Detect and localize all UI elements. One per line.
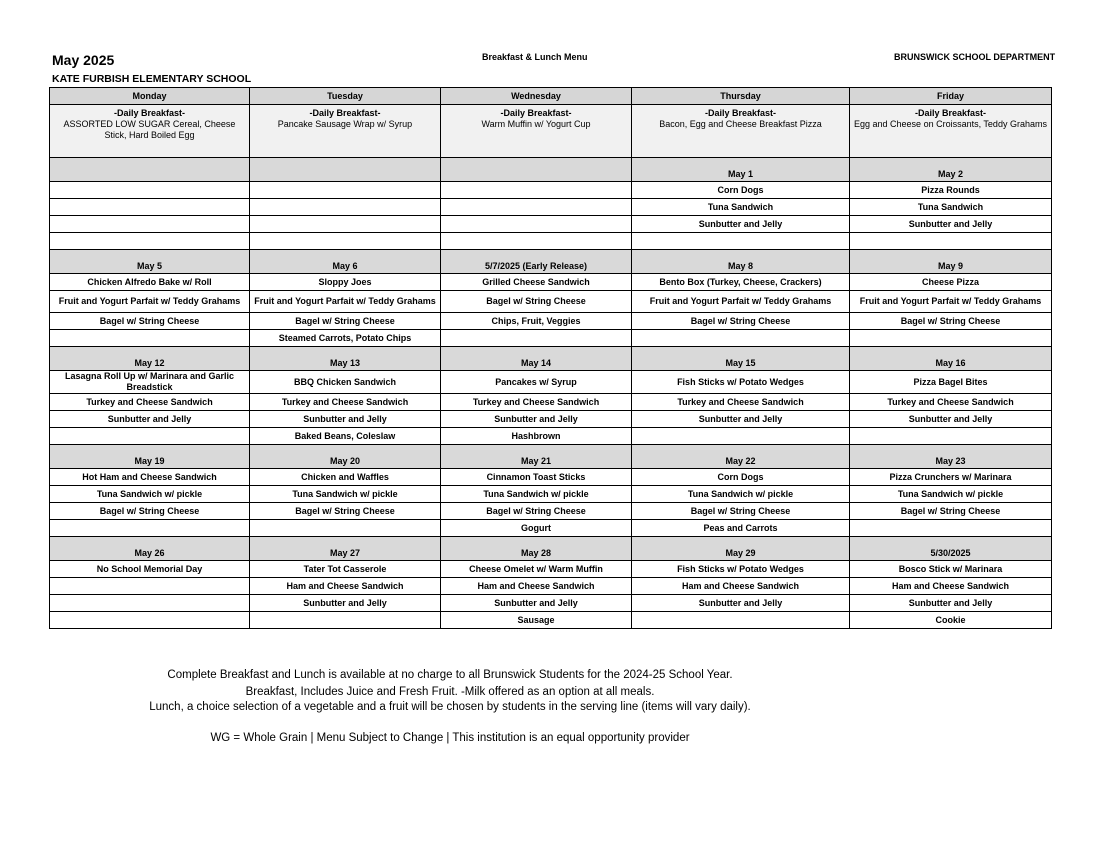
menu-item-cell: Turkey and Cheese Sandwich bbox=[632, 394, 850, 411]
menu-item-cell: Ham and Cheese Sandwich bbox=[441, 578, 632, 595]
breakfast-cell bbox=[632, 105, 850, 158]
daily-breakfast-row bbox=[50, 105, 1052, 158]
date-cell: 5/30/2025 bbox=[850, 537, 1052, 561]
breakfast-item: Warm Muffin w/ Yogurt Cup bbox=[481, 119, 591, 129]
menu-item-cell: Tuna Sandwich bbox=[632, 199, 850, 216]
menu-item-cell bbox=[250, 216, 441, 233]
menu-item-row bbox=[50, 394, 1052, 411]
date-cell: May 9 bbox=[850, 250, 1052, 274]
menu-item-cell: Turkey and Cheese Sandwich bbox=[50, 394, 250, 411]
menu-item-cell: Chicken and Waffles bbox=[250, 469, 441, 486]
menu-item-cell: Cookie bbox=[850, 612, 1052, 629]
menu-item-row bbox=[50, 411, 1052, 428]
menu-item-cell: Bagel w/ String Cheese bbox=[850, 313, 1052, 330]
menu-item-cell: Tuna Sandwich bbox=[850, 199, 1052, 216]
menu-item-cell: Bento Box (Turkey, Cheese, Crackers) bbox=[632, 274, 850, 291]
menu-item-cell: Sunbutter and Jelly bbox=[850, 595, 1052, 612]
menu-item-cell bbox=[50, 330, 250, 347]
menu-item-cell: Sunbutter and Jelly bbox=[632, 411, 850, 428]
menu-table-body bbox=[50, 88, 1052, 629]
menu-item-cell bbox=[632, 428, 850, 445]
menu-item-row bbox=[50, 595, 1052, 612]
breakfast-heading: -Daily Breakfast- bbox=[113, 108, 186, 118]
breakfast-heading: -Daily Breakfast- bbox=[704, 108, 777, 118]
menu-item-cell bbox=[850, 520, 1052, 537]
menu-item-cell: Bagel w/ String Cheese bbox=[632, 313, 850, 330]
menu-item-cell: Lasagna Roll Up w/ Marinara and Garlic Breadstick bbox=[50, 371, 250, 394]
date-cell: May 2 bbox=[850, 158, 1052, 182]
menu-item-row bbox=[50, 216, 1052, 233]
day-header: Monday bbox=[50, 88, 250, 105]
menu-item-cell bbox=[50, 595, 250, 612]
menu-item-cell: Cinnamon Toast Sticks bbox=[441, 469, 632, 486]
menu-item-cell bbox=[441, 216, 632, 233]
menu-item-cell: Tuna Sandwich w/ pickle bbox=[850, 486, 1052, 503]
menu-item-cell bbox=[632, 233, 850, 250]
menu-item-cell: Chips, Fruit, Veggies bbox=[441, 313, 632, 330]
menu-item-cell bbox=[850, 233, 1052, 250]
breakfast-cell bbox=[850, 105, 1052, 158]
menu-item-row bbox=[50, 503, 1052, 520]
menu-item-cell: Tuna Sandwich w/ pickle bbox=[441, 486, 632, 503]
menu-item-cell: Tuna Sandwich w/ pickle bbox=[632, 486, 850, 503]
menu-item-cell: Ham and Cheese Sandwich bbox=[632, 578, 850, 595]
menu-item-cell: Fish Sticks w/ Potato Wedges bbox=[632, 371, 850, 394]
menu-item-cell: Bagel w/ String Cheese bbox=[441, 291, 632, 313]
date-cell: May 23 bbox=[850, 445, 1052, 469]
menu-item-cell: Peas and Carrots bbox=[632, 520, 850, 537]
menu-item-cell: Ham and Cheese Sandwich bbox=[850, 578, 1052, 595]
menu-item-cell: Baked Beans, Coleslaw bbox=[250, 428, 441, 445]
menu-item-cell: Sunbutter and Jelly bbox=[250, 595, 441, 612]
menu-table bbox=[49, 87, 1052, 629]
menu-item-cell bbox=[250, 520, 441, 537]
menu-item-row bbox=[50, 578, 1052, 595]
menu-item-cell: Sunbutter and Jelly bbox=[250, 411, 441, 428]
breakfast-heading: -Daily Breakfast- bbox=[500, 108, 572, 118]
school-name: KATE FURBISH ELEMENTARY SCHOOL bbox=[52, 73, 252, 85]
menu-item-cell: Bagel w/ String Cheese bbox=[632, 503, 850, 520]
day-header: Thursday bbox=[632, 88, 850, 105]
menu-item-cell bbox=[50, 199, 250, 216]
week-date-row bbox=[50, 158, 1052, 182]
menu-item-cell: Turkey and Cheese Sandwich bbox=[250, 394, 441, 411]
breakfast-item: ASSORTED LOW SUGAR Cereal, Cheese Stick, Hard Boiled Egg bbox=[63, 119, 236, 140]
date-cell: May 12 bbox=[50, 347, 250, 371]
menu-item-cell: Pizza Rounds bbox=[850, 182, 1052, 199]
date-cell: May 22 bbox=[632, 445, 850, 469]
menu-item-cell bbox=[50, 520, 250, 537]
date-cell: May 27 bbox=[250, 537, 441, 561]
breakfast-cell bbox=[50, 105, 250, 158]
date-cell: May 21 bbox=[441, 445, 632, 469]
menu-item-cell: Tuna Sandwich w/ pickle bbox=[250, 486, 441, 503]
date-cell: May 16 bbox=[850, 347, 1052, 371]
menu-item-row bbox=[50, 520, 1052, 537]
menu-item-cell: Ham and Cheese Sandwich bbox=[250, 578, 441, 595]
menu-item-cell: Sunbutter and Jelly bbox=[850, 411, 1052, 428]
menu-item-row bbox=[50, 274, 1052, 291]
menu-item-cell bbox=[632, 330, 850, 347]
date-cell: May 29 bbox=[632, 537, 850, 561]
menu-item-cell: Fruit and Yogurt Parfait w/ Teddy Grahams bbox=[850, 291, 1052, 313]
menu-item-row bbox=[50, 428, 1052, 445]
district-name: BRUNSWICK SCHOOL DEPARTMENT bbox=[894, 52, 1056, 62]
footer-line-3: Lunch, a choice selection of a vegetable and a fruit will be chosen by students in the serving line (items will vary daily). bbox=[149, 701, 751, 713]
menu-item-cell bbox=[441, 199, 632, 216]
date-cell bbox=[50, 158, 250, 182]
menu-type-title: Breakfast & Lunch Menu bbox=[482, 52, 588, 62]
menu-item-cell: Sunbutter and Jelly bbox=[632, 595, 850, 612]
menu-item-cell: Pizza Bagel Bites bbox=[850, 371, 1052, 394]
menu-item-cell: Turkey and Cheese Sandwich bbox=[850, 394, 1052, 411]
menu-item-cell: Pancakes w/ Syrup bbox=[441, 371, 632, 394]
footer-line-1: Complete Breakfast and Lunch is available at no charge to all Brunswick Students for the 2024-25 School Year. bbox=[167, 669, 733, 681]
menu-item-cell: Sloppy Joes bbox=[250, 274, 441, 291]
menu-item-cell: Cheese Pizza bbox=[850, 274, 1052, 291]
menu-item-cell: Grilled Cheese Sandwich bbox=[441, 274, 632, 291]
menu-item-cell bbox=[50, 182, 250, 199]
menu-item-row bbox=[50, 371, 1052, 394]
menu-item-row bbox=[50, 233, 1052, 250]
menu-item-cell: Hashbrown bbox=[441, 428, 632, 445]
date-cell: May 15 bbox=[632, 347, 850, 371]
menu-item-cell bbox=[441, 330, 632, 347]
menu-item-cell: Bagel w/ String Cheese bbox=[441, 503, 632, 520]
date-cell: May 5 bbox=[50, 250, 250, 274]
menu-item-cell: Bosco Stick w/ Marinara bbox=[850, 561, 1052, 578]
menu-item-cell: Corn Dogs bbox=[632, 469, 850, 486]
menu-item-cell: Sunbutter and Jelly bbox=[441, 595, 632, 612]
menu-item-cell bbox=[250, 182, 441, 199]
menu-item-row bbox=[50, 291, 1052, 313]
menu-item-row bbox=[50, 182, 1052, 199]
menu-item-cell: Pizza Crunchers w/ Marinara bbox=[850, 469, 1052, 486]
menu-item-cell bbox=[632, 612, 850, 629]
menu-item-cell bbox=[441, 233, 632, 250]
menu-item-cell: Gogurt bbox=[441, 520, 632, 537]
menu-item-cell: BBQ Chicken Sandwich bbox=[250, 371, 441, 394]
menu-month-title: May 2025 bbox=[52, 52, 115, 68]
breakfast-cell bbox=[441, 105, 632, 158]
menu-item-cell: Sunbutter and Jelly bbox=[632, 216, 850, 233]
breakfast-item: Bacon, Egg and Cheese Breakfast Pizza bbox=[659, 119, 822, 129]
menu-item-cell: Chicken Alfredo Bake w/ Roll bbox=[50, 274, 250, 291]
date-cell: May 13 bbox=[250, 347, 441, 371]
menu-item-cell bbox=[50, 578, 250, 595]
menu-item-row bbox=[50, 612, 1052, 629]
menu-item-cell: Turkey and Cheese Sandwich bbox=[441, 394, 632, 411]
menu-item-cell: Hot Ham and Cheese Sandwich bbox=[50, 469, 250, 486]
week-date-row bbox=[50, 250, 1052, 274]
footer-line-4: WG = Whole Grain | Menu Subject to Change | This institution is an equal opportunity provider bbox=[210, 732, 690, 744]
breakfast-heading: -Daily Breakfast- bbox=[914, 108, 987, 118]
breakfast-item: Pancake Sausage Wrap w/ Syrup bbox=[277, 119, 413, 129]
date-cell: May 28 bbox=[441, 537, 632, 561]
menu-item-row bbox=[50, 469, 1052, 486]
menu-item-row bbox=[50, 199, 1052, 216]
menu-item-row bbox=[50, 330, 1052, 347]
menu-item-cell: Bagel w/ String Cheese bbox=[50, 313, 250, 330]
week-date-row bbox=[50, 347, 1052, 371]
menu-item-cell: No School Memorial Day bbox=[50, 561, 250, 578]
menu-item-cell: Cheese Omelet w/ Warm Muffin bbox=[441, 561, 632, 578]
menu-item-cell bbox=[250, 233, 441, 250]
date-cell: May 14 bbox=[441, 347, 632, 371]
menu-item-cell: Bagel w/ String Cheese bbox=[250, 313, 441, 330]
breakfast-item: Egg and Cheese on Croissants, Teddy Grahams bbox=[854, 119, 1047, 129]
day-header: Friday bbox=[850, 88, 1052, 105]
week-date-row bbox=[50, 537, 1052, 561]
menu-item-cell bbox=[441, 182, 632, 199]
menu-item-cell bbox=[50, 233, 250, 250]
date-cell: May 8 bbox=[632, 250, 850, 274]
menu-item-row bbox=[50, 561, 1052, 578]
date-cell: May 19 bbox=[50, 445, 250, 469]
footer-line-2: Breakfast, Includes Juice and Fresh Fruit. -Milk offered as an option at all meals. bbox=[245, 686, 655, 698]
date-cell: May 1 bbox=[632, 158, 850, 182]
menu-item-cell: Fruit and Yogurt Parfait w/ Teddy Grahams bbox=[632, 291, 850, 313]
menu-item-cell bbox=[250, 612, 441, 629]
day-header: Wednesday bbox=[441, 88, 632, 105]
date-cell: May 20 bbox=[250, 445, 441, 469]
breakfast-heading: -Daily Breakfast- bbox=[309, 108, 381, 118]
menu-item-row bbox=[50, 313, 1052, 330]
week-date-row bbox=[50, 445, 1052, 469]
menu-item-cell: Steamed Carrots, Potato Chips bbox=[250, 330, 441, 347]
breakfast-cell bbox=[250, 105, 441, 158]
menu-item-cell: Sunbutter and Jelly bbox=[50, 411, 250, 428]
menu-item-cell: Sausage bbox=[441, 612, 632, 629]
menu-item-cell bbox=[850, 330, 1052, 347]
date-cell bbox=[441, 158, 632, 182]
menu-item-cell: Tuna Sandwich w/ pickle bbox=[50, 486, 250, 503]
menu-item-cell bbox=[50, 428, 250, 445]
day-header: Tuesday bbox=[250, 88, 441, 105]
menu-item-cell bbox=[850, 428, 1052, 445]
menu-item-cell: Sunbutter and Jelly bbox=[441, 411, 632, 428]
date-cell: May 26 bbox=[50, 537, 250, 561]
menu-item-cell bbox=[50, 216, 250, 233]
date-cell: May 6 bbox=[250, 250, 441, 274]
menu-item-cell: Corn Dogs bbox=[632, 182, 850, 199]
menu-item-cell bbox=[50, 612, 250, 629]
menu-item-cell: Fruit and Yogurt Parfait w/ Teddy Grahams bbox=[50, 291, 250, 313]
menu-item-cell: Bagel w/ String Cheese bbox=[50, 503, 250, 520]
menu-item-cell: Bagel w/ String Cheese bbox=[250, 503, 441, 520]
menu-item-cell: Bagel w/ String Cheese bbox=[850, 503, 1052, 520]
menu-item-cell: Fruit and Yogurt Parfait w/ Teddy Grahams bbox=[250, 291, 441, 313]
menu-item-cell: Fish Sticks w/ Potato Wedges bbox=[632, 561, 850, 578]
menu-item-cell: Tater Tot Casserole bbox=[250, 561, 441, 578]
menu-item-cell bbox=[250, 199, 441, 216]
date-cell bbox=[250, 158, 441, 182]
menu-item-row bbox=[50, 486, 1052, 503]
menu-item-cell: Sunbutter and Jelly bbox=[850, 216, 1052, 233]
weekday-header-row bbox=[50, 88, 1052, 105]
date-cell: 5/7/2025 (Early Release) bbox=[441, 250, 632, 274]
